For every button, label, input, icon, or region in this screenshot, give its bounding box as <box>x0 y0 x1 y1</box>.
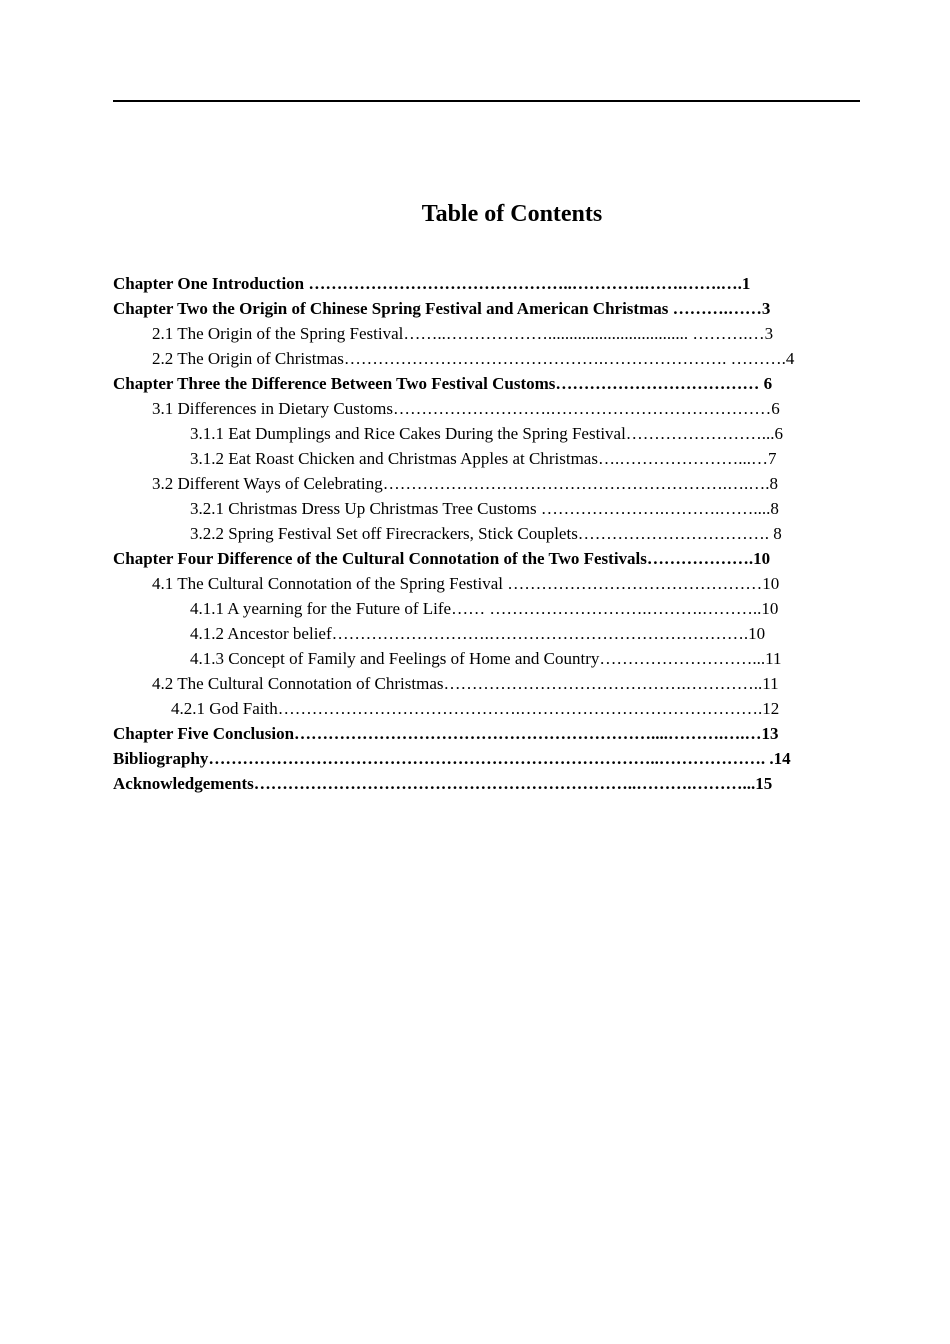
toc-section-entry[interactable]: 4.2.1 God Faith…………………………………….…………………………………….12 <box>171 699 780 718</box>
header-rule <box>113 100 860 102</box>
toc-chapter-entry[interactable]: Bibliography……………………………………………………………………..………………. .14 <box>113 749 791 768</box>
toc-section-entry[interactable]: 3.2 Different Ways of Celebrating…………………………………………………….….….8 <box>152 474 778 493</box>
toc-section-entry[interactable]: 4.2 The Cultural Connotation of Christmas…………………………………….…………..11 <box>152 674 779 693</box>
toc-section-entry[interactable]: 2.1 The Origin of the Spring Festival……..………………................................. ……….…3 <box>152 324 774 343</box>
toc-chapter-entry[interactable]: Chapter Four Difference of the Cultural Connotation of the Two Festivals……………….10 <box>113 549 771 568</box>
toc-section-entry[interactable]: 2.2 The Origin of Christmas……………………………………….…………………. ……….4 <box>152 349 795 368</box>
toc-section-entry[interactable]: 4.1.1 A yearning for the Future of Life…… ……………………….……….………..10 <box>190 599 779 618</box>
toc-section-entry[interactable]: 3.2.1 Christmas Dress Up Christmas Tree Customs ………………….……….……....8 <box>190 499 779 518</box>
toc-chapter-entry[interactable]: Chapter One Introduction ………………………………………..………….…….…….….1 <box>113 274 751 293</box>
page-title: Table of Contents <box>421 201 603 227</box>
toc-section-entry[interactable]: 4.1 The Cultural Connotation of the Spring Festival ………………………………………10 <box>152 574 780 593</box>
toc-section-entry[interactable]: 3.1 Differences in Dietary Customs……………………….…………………………………6 <box>152 399 780 418</box>
toc-chapter-entry[interactable]: Chapter Two the Origin of Chinese Spring Festival and American Christmas ……….……3 <box>113 299 771 318</box>
toc-section-entry[interactable]: 3.1.1 Eat Dumplings and Rice Cakes During the Spring Festival……………………...6 <box>190 424 784 443</box>
toc-section-entry[interactable]: 4.1.2 Ancestor belief……………………….……………………………………….10 <box>190 624 766 643</box>
toc-chapter-entry[interactable]: Chapter Three the Difference Between Two Festival Customs……………………………… 6 <box>113 374 773 393</box>
toc-section-entry[interactable]: 3.1.2 Eat Roast Chicken and Christmas Apples at Christmas….…………………...…7 <box>190 449 777 468</box>
toc-chapter-entry[interactable]: Acknowledgements…………………………………………………………..……….………...15 <box>113 774 773 793</box>
toc-chapter-entry[interactable]: Chapter Five Conclusion………………………………………………………....……….….…13 <box>113 724 779 743</box>
toc-section-entry[interactable]: 3.2.2 Spring Festival Set off Firecrackers, Stick Couplets……………………………. 8 <box>190 524 782 543</box>
toc-section-entry[interactable]: 4.1.3 Concept of Family and Feelings of Home and Country………………………...11 <box>190 649 782 668</box>
toc-list <box>113 271 873 796</box>
